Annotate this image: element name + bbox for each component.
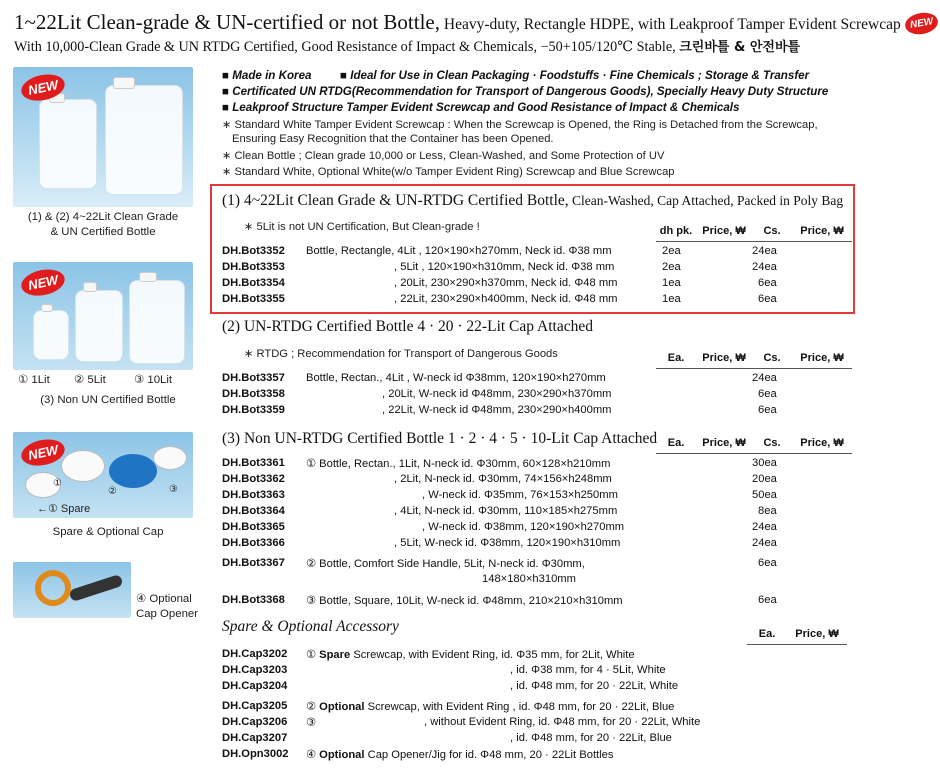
accessory-heading: Spare & Optional Accessory bbox=[222, 618, 399, 635]
img2-label-1lit: ① 1Lit bbox=[18, 374, 50, 386]
img4-caption bbox=[136, 592, 206, 622]
img2-caption: (3) Non UN Certified Bottle bbox=[40, 394, 176, 406]
feature-un-rtdg: ■ Certificated UN RTDG(Recommendation for Transport of Dangerous Goods), Specially Heavy Duty Structure bbox=[222, 85, 829, 98]
img2-label-10lit: ③ 10Lit bbox=[134, 374, 173, 386]
jug-large-cap bbox=[113, 77, 135, 89]
cap-optional-white bbox=[61, 450, 105, 482]
section1-note: ∗ 5Lit is not UN Certification, But Clean-grade ! bbox=[244, 221, 480, 233]
s2-cs-3: 6ea bbox=[758, 404, 777, 416]
page-subtitle bbox=[14, 36, 854, 56]
s1-desc-4: , 22Lit, 230×290×h400mm, Neck id. Φ48 mm bbox=[394, 293, 618, 305]
s3-desc-4: , 4Lit, N-neck id. Φ30mm, 110×185×h275mm bbox=[394, 505, 618, 517]
subtitle-korean: 크린바틀 & 안전바틀 bbox=[679, 40, 801, 55]
img1-caption-line2: & UN Certified Bottle bbox=[50, 226, 156, 238]
s1-pk-1: 2ea bbox=[662, 245, 681, 257]
s3-col-ea: Ea. bbox=[667, 437, 685, 449]
feature-ideal-use: ■ Ideal for Use in Clean Packaging · Foodstuffs · Fine Chemicals ; Storage & Transfer bbox=[340, 69, 810, 82]
section2-table-header bbox=[656, 352, 852, 369]
s3-code-1: DH.Bot3361 bbox=[222, 457, 285, 469]
note-screwcap-cont: Ensuring Easy Recognition that the Container has been Opened. bbox=[232, 133, 554, 145]
section1-heading-main: (1) 4~22Lit Clean Grade & UN-RTDG Certified Bottle, bbox=[222, 192, 569, 209]
s1-cs-4: 6ea bbox=[758, 293, 777, 305]
spare-cap-image bbox=[13, 432, 193, 518]
opener-handle bbox=[68, 574, 123, 602]
title-new-badge: NEW bbox=[903, 10, 939, 36]
acc-desc-1-text: Screwcap, with Evident Ring, id. Φ35 mm, for 2Lit, White bbox=[350, 649, 635, 661]
acc-desc-7 bbox=[306, 748, 613, 761]
acc-code-5: DH.Cap3206 bbox=[222, 716, 288, 728]
note-standard-cap: ∗ Standard White, Optional White(w/o Tamper Evident Ring) Screwcap and Blue Screwcap bbox=[222, 166, 675, 178]
s3-cs-2: 20ea bbox=[752, 473, 777, 485]
s3-cs-7: 6ea bbox=[758, 557, 777, 569]
s1-pk-2: 2ea bbox=[662, 261, 681, 273]
cap-opener-image bbox=[13, 562, 131, 618]
note-clean-bottle: ∗ Clean Bottle ; Clean grade 10,000 or Less, Clean-Washed, and Some Protection of UV bbox=[222, 150, 665, 162]
jug-10lit bbox=[129, 280, 185, 364]
img3-caption: Spare & Optional Cap bbox=[52, 526, 164, 538]
s1-desc-2: , 5Lit , 120×190×h310mm, Neck id. Φ38 mm bbox=[394, 261, 615, 273]
col-price-cs: Price, ₩ bbox=[800, 225, 844, 237]
acc-desc-1-pre: ① bbox=[306, 649, 320, 661]
new-badge-3: NEW bbox=[19, 436, 68, 470]
note-screwcap: ∗ Standard White Tamper Evident Screwcap : When the Screwcap is Opened, the Ring is Detached from the Screwcap, bbox=[222, 119, 818, 131]
acc-desc-1 bbox=[306, 648, 635, 661]
acc-code-4: DH.Cap3205 bbox=[222, 700, 288, 712]
s3-desc-7: ② Bottle, Comfort Side Handle, 5Lit, N-neck id. Φ30mm, bbox=[306, 558, 585, 570]
acc-desc-5-pre: ③ bbox=[306, 717, 317, 729]
img3-spare-label: ←① Spare bbox=[37, 503, 91, 515]
s2-desc-3: , 22Lit, W-neck id Φ48mm, 230×290×h400mm bbox=[382, 404, 612, 416]
s3-cs-1: 30ea bbox=[752, 457, 777, 469]
jug-10lit-cap bbox=[139, 272, 157, 282]
section2-heading bbox=[222, 318, 593, 336]
s1-code-2: DH.Bot3353 bbox=[222, 261, 285, 273]
jug-5lit-cap bbox=[83, 282, 97, 292]
s2-cs-2: 6ea bbox=[758, 388, 777, 400]
acc-desc-2: , id. Φ38 mm, for 4 · 5Lit, White bbox=[510, 664, 666, 676]
section2-note: ∗ RTDG ; Recommendation for Transport of Dangerous Goods bbox=[244, 348, 558, 360]
img3-mark-1: ① bbox=[53, 478, 62, 489]
acc-desc-7-pre: ④ bbox=[306, 749, 320, 761]
s3-code-3: DH.Bot3363 bbox=[222, 489, 285, 501]
s3-code-6: DH.Bot3366 bbox=[222, 537, 285, 549]
acc-desc-4-bold: Optional bbox=[319, 701, 365, 713]
s3-cs-4: 8ea bbox=[758, 505, 777, 517]
s2-desc-1: Bottle, Rectan., 4Lit , W-neck id Φ38mm, 120×190×h270mm bbox=[306, 372, 606, 384]
s1-code-1: DH.Bot3352 bbox=[222, 245, 285, 257]
acc-desc-7-text: Cap Opener/Jig for id. Φ48 mm, 20 · 22Lit Bottles bbox=[364, 749, 614, 761]
s3-col-price-ea: Price, ₩ bbox=[702, 437, 746, 449]
feature-made-in-korea: ■ Made in Korea bbox=[222, 69, 312, 82]
acc-desc-4-pre: ② bbox=[306, 701, 320, 713]
img3-mark-2: ② bbox=[108, 486, 117, 497]
acc-code-3: DH.Cap3204 bbox=[222, 680, 288, 692]
accessory-table-header bbox=[747, 628, 847, 645]
s2-col-price-ea: Price, ₩ bbox=[702, 352, 746, 364]
s1-cs-3: 6ea bbox=[758, 277, 777, 289]
s3-code-5: DH.Bot3365 bbox=[222, 521, 285, 533]
non-un-bottle-image bbox=[13, 262, 193, 370]
s3-desc-6: , 5Lit, W-neck id. Φ38mm, 120×190×h310mm bbox=[394, 537, 621, 549]
section3-heading-text: (3) Non UN-RTDG Certified Bottle 1 · 2 · 4 · 5 · 10-Lit Cap Attached bbox=[222, 430, 658, 447]
s3-desc-5: , W-neck id. Φ38mm, 120×190×h270mm bbox=[422, 521, 625, 533]
s3-code-2: DH.Bot3362 bbox=[222, 473, 285, 485]
feature-leakproof: ■ Leakproof Structure Tamper Evident Screwcap and Good Resistance of Impact & Chemicals bbox=[222, 101, 740, 114]
section1-heading bbox=[222, 192, 843, 210]
acc-desc-5: , without Evident Ring, id. Φ48 mm, for 20 · 22Lit, White bbox=[424, 716, 701, 728]
acc-col-ea: Ea. bbox=[758, 628, 776, 640]
s3-code-8: DH.Bot3368 bbox=[222, 594, 285, 606]
s3-desc-1: ① Bottle, Rectan., 1Lit, N-neck id. Φ30mm, 60×128×h210mm bbox=[306, 458, 611, 470]
opener-ring bbox=[35, 570, 71, 606]
new-badge-1: NEW bbox=[19, 71, 68, 105]
img4-caption-line1: ④ Optional bbox=[136, 593, 192, 605]
s3-col-cs: Cs. bbox=[763, 437, 781, 449]
section2-heading-text: (2) UN-RTDG Certified Bottle 4 · 20 · 22-Lit Cap Attached bbox=[222, 318, 593, 335]
s1-cs-2: 24ea bbox=[752, 261, 777, 273]
new-badge-2: NEW bbox=[19, 266, 68, 300]
acc-code-1: DH.Cap3202 bbox=[222, 648, 288, 660]
clean-bottle-image bbox=[13, 67, 193, 207]
s1-cs-1: 24ea bbox=[752, 245, 777, 257]
s3-col-price-cs: Price, ₩ bbox=[800, 437, 844, 449]
s2-desc-2: , 20Lit, W-neck id Φ48mm, 230×290×h370mm bbox=[382, 388, 612, 400]
acc-col-price: Price, ₩ bbox=[795, 628, 839, 640]
jug-5lit bbox=[75, 290, 123, 362]
acc-desc-4-text: Screwcap, with Evident Ring , id. Φ48 mm, for 20 · 22Lit, Blue bbox=[364, 701, 675, 713]
s1-desc-3: , 20Lit, 230×290×h370mm, Neck id. Φ48 mm bbox=[394, 277, 618, 289]
s3-cs-6: 24ea bbox=[752, 537, 777, 549]
title-rest: Heavy-duty, Rectangle HDPE, with Leakproof Tamper Evident Screwcap bbox=[440, 16, 901, 33]
section3-table-header bbox=[656, 437, 852, 454]
s1-pk-3: 1ea bbox=[662, 277, 681, 289]
s3-cs-3: 50ea bbox=[752, 489, 777, 501]
acc-desc-1-bold: Spare bbox=[319, 649, 351, 661]
acc-desc-3: , id. Φ48 mm, for 20 · 22Lit, White bbox=[510, 680, 679, 692]
s1-code-4: DH.Bot3355 bbox=[222, 293, 285, 305]
img1-caption bbox=[13, 210, 193, 240]
section1-heading-sub: Clean-Washed, Cap Attached, Packed in Poly Bag bbox=[568, 193, 844, 208]
jug-small bbox=[39, 99, 97, 189]
s3-desc-3: , W-neck id. Φ35mm, 76×153×h250mm bbox=[422, 489, 618, 501]
s2-col-ea: Ea. bbox=[667, 352, 685, 364]
cap-optional-blue bbox=[109, 454, 157, 488]
img4-caption-line2: Cap Opener bbox=[136, 608, 199, 620]
s2-cs-1: 24ea bbox=[752, 372, 777, 384]
acc-desc-4 bbox=[306, 700, 674, 713]
acc-desc-6: , id. Φ48 mm, for 20 · 22Lit, Blue bbox=[510, 732, 672, 744]
s3-desc-2: , 2Lit, N-neck id. Φ30mm, 74×156×h248mm bbox=[394, 473, 612, 485]
section1-table-header bbox=[656, 225, 852, 242]
s3-desc-8: ③ Bottle, Square, 10Lit, W-neck id. Φ48mm, 210×210×h310mm bbox=[306, 595, 623, 607]
s1-code-3: DH.Bot3354 bbox=[222, 277, 285, 289]
acc-code-6: DH.Cap3207 bbox=[222, 732, 288, 744]
jug-1lit bbox=[33, 310, 69, 360]
col-cs: Cs. bbox=[763, 225, 781, 237]
s1-pk-4: 1ea bbox=[662, 293, 681, 305]
s3-code-4: DH.Bot3364 bbox=[222, 505, 285, 517]
s3-cs-8: 6ea bbox=[758, 594, 777, 606]
s3-cs-5: 24ea bbox=[752, 521, 777, 533]
img3-mark-3: ③ bbox=[169, 484, 178, 495]
s1-desc-1: Bottle, Rectangle, 4Lit , 120×190×h270mm, Neck id. Φ38 mm bbox=[306, 245, 612, 257]
cap-small-white bbox=[153, 446, 187, 470]
acc-code-7: DH.Opn3002 bbox=[222, 748, 289, 760]
s3-code-7: DH.Bot3367 bbox=[222, 557, 285, 569]
s2-code-3: DH.Bot3359 bbox=[222, 404, 285, 416]
col-price-pk: Price, ₩ bbox=[702, 225, 746, 237]
img1-caption-line1: (1) & (2) 4~22Lit Clean Grade bbox=[27, 211, 179, 223]
section3-heading bbox=[222, 430, 657, 448]
jug-large bbox=[105, 85, 183, 195]
s2-col-cs: Cs. bbox=[763, 352, 781, 364]
page-title bbox=[14, 10, 934, 35]
col-dh-pk: dh pk. bbox=[659, 225, 693, 237]
s3-desc-7b: 148×180×h310mm bbox=[482, 573, 576, 585]
s2-col-price-cs: Price, ₩ bbox=[800, 352, 844, 364]
acc-code-2: DH.Cap3203 bbox=[222, 664, 288, 676]
jug-1lit-cap bbox=[41, 304, 53, 312]
img2-label-5lit: ② 5Lit bbox=[74, 374, 106, 386]
acc-desc-7-bold: Optional bbox=[319, 749, 365, 761]
subtitle-text: With 10,000-Clean Grade & UN RTDG Certified, Good Resistance of Impact & Chemicals, −50+105/120℃ Stable, bbox=[14, 39, 676, 55]
title-main: 1~22Lit Clean-grade & UN-certified or not Bottle, bbox=[14, 10, 440, 34]
s2-code-1: DH.Bot3357 bbox=[222, 372, 285, 384]
s2-code-2: DH.Bot3358 bbox=[222, 388, 285, 400]
